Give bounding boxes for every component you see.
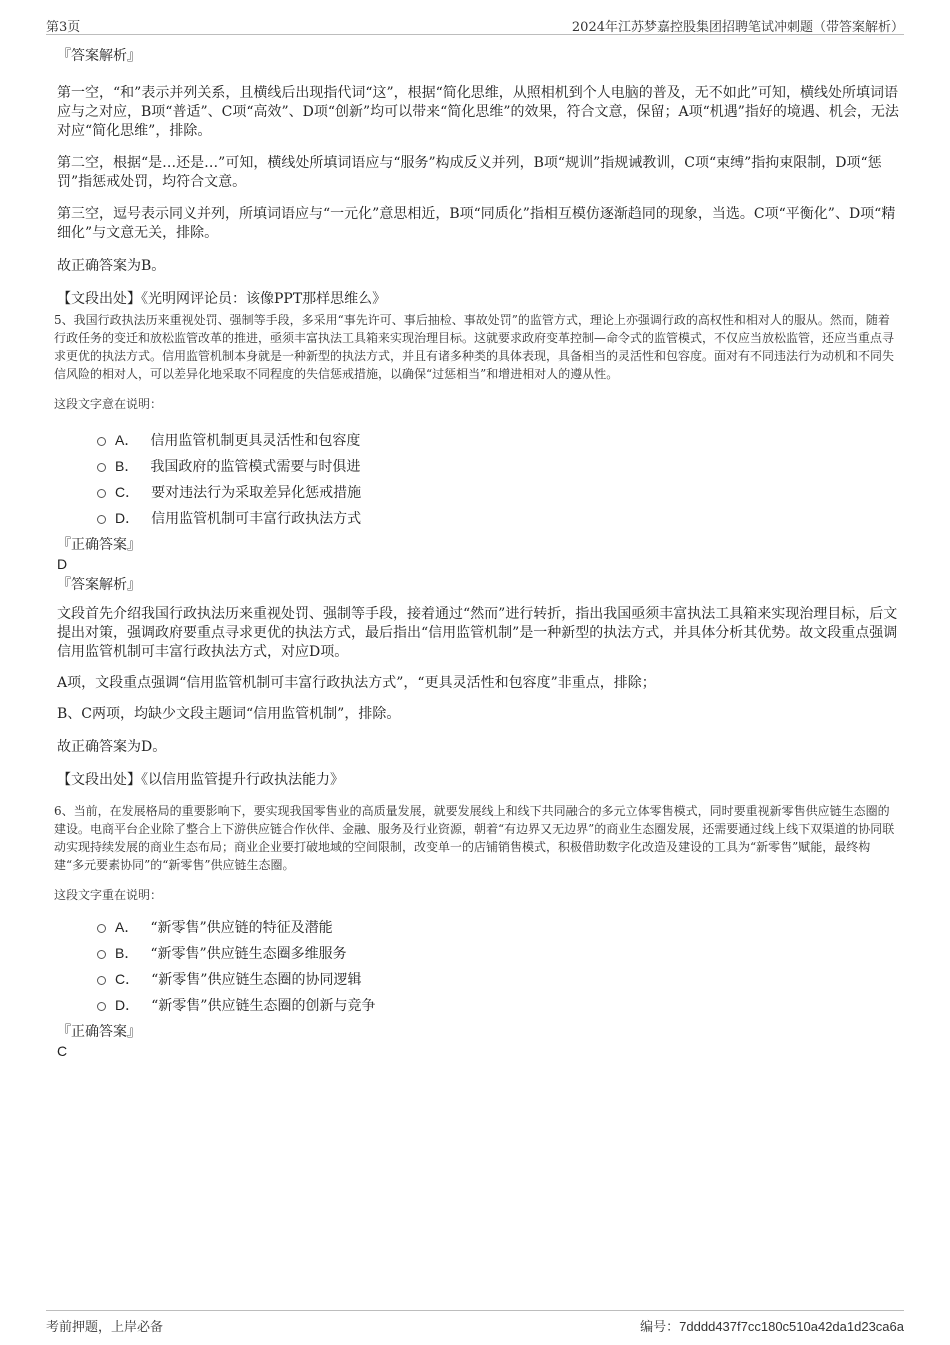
option-a[interactable]: A． “新零售”供应链的特征及潜能 — [57, 914, 900, 940]
answer-conclusion: 故正确答案为D。 — [57, 739, 167, 755]
radio-button[interactable] — [97, 437, 106, 446]
source-citation: 【文段出处】《光明网评论员：该像PPT那样思维么》 — [57, 291, 387, 307]
analysis-paragraph: 文段首先介绍我国行政执法历来重视处罚、强制等手段，接着通过“然而”进行转折，指出我国亟须丰富执法工具箱来实现治理目标，后文提出对策，强调政府要重点寻求更优的执法方式，最后指出“信用监管机制”是一种新型的执法方式，并具体分析其优势。故文段重点强调信用监管机制可丰富行政执法方式，对应D项。 — [57, 606, 898, 660]
option-a[interactable]: A． 信用监管机制更具灵活性和包容度 — [57, 427, 900, 453]
page-number: 第3页 — [46, 20, 81, 35]
analysis-paragraph: 第三空，逗号表示同义并列，所填词语应与“一元化”意思相近，B项“同质化”指相互模仿逐渐趋同的现象，当选。C项“平衡化”、D项“精细化”与文意无关，排除。 — [57, 206, 896, 241]
page-content — [54, 42, 900, 1060]
correct-answer: C — [57, 1043, 68, 1059]
page-footer — [46, 1310, 904, 1337]
radio-button[interactable] — [97, 976, 106, 985]
radio-button[interactable] — [97, 515, 106, 524]
analysis-label: 『答案解析』 — [57, 48, 141, 64]
option-c[interactable]: C． “新零售”供应链生态圈的协同逻辑 — [57, 966, 900, 992]
option-list — [57, 914, 900, 1018]
analysis-paragraph: A项，文段重点强调“信用监管机制可丰富行政执法方式”，“更具灵活性和包容度”非重点，排除； — [57, 675, 656, 691]
radio-button[interactable] — [97, 463, 106, 472]
question-stem: 6、当前，在发展格局的重要影响下，要实现我国零售业的高质量发展，就要发展线上和线下共同融合的多元立体零售模式，同时要重视新零售供应链生态圈的建设。电商平台企业除了整合上下游供应链合作伙伴、金融、服务及行业资源，朝着“有边界又无边界”的商业生态圈发展，还需要通过线上线下双渠道的协同联动实现持续发展的商业生态布局；商业企业要打破地域的空间限制，改变单一的店铺销售模式，积极借助数字化改造及建设的工具为“新零售”赋能，最终构建“多元要素协同”的“新零售”供应链生态圈。 — [54, 804, 895, 872]
option-d[interactable]: D． 信用监管机制可丰富行政执法方式 — [57, 505, 900, 531]
question-stem: 5、我国行政执法历来重视处罚、强制等手段，多采用“事先许可、事后抽检、事故处罚”的监管方式，理论上亦强调行政的高权性和相对人的服从。然而，随着行政任务的变迁和放松监管改革的推进，亟须丰富执法工具箱来实现治理目标。这就要求政府变革控制—命令式的监管模式，不仅应当放松监管，还应当重点寻求更优的执法方式。信用监管机制本身就是一种新型的执法方式，并且有诸多种类的具体表现，具备相当的灵活性和包容度。面对有不同违法行为动机和不同失信风险的相对人，可以差异化地采取不同程度的失信惩戒措施，以确保“过惩相当”和增进相对人的遵从性。 — [54, 313, 895, 381]
document-id: 编号：7dddd437f7cc180c510a42da1d23ca6a — [640, 1319, 904, 1334]
footer-slogan: 考前押题，上岸必备 — [46, 1320, 164, 1335]
radio-button[interactable] — [97, 950, 106, 959]
option-b[interactable]: B． “新零售”供应链生态圈多维服务 — [57, 940, 900, 966]
analysis-paragraph: 第一空，“和”表示并列关系，且横线后出现指代词“这”，根据“简化思维，从照相机到个人电脑的普及，无不如此”可知，横线处所填词语应与之对应，B项“普适”、C项“高效”、D项“创新”均可以带来“简化思维”的效果，符合文意，保留；A项“机遇”指好的境遇、机会，无法对应“简化思维”，排除。 — [57, 85, 899, 139]
option-c[interactable]: C． 要对违法行为采取差异化惩戒措施 — [57, 479, 900, 505]
analysis-paragraph: B、C两项，均缺少文段主题词“信用监管机制”，排除。 — [57, 706, 401, 722]
analysis-label: 『答案解析』 — [57, 577, 141, 593]
correct-answer: D — [57, 556, 68, 572]
document-title: 2024年江苏梦嘉控股集团招聘笔试冲刺题（带答案解析） — [571, 20, 904, 35]
option-list — [57, 427, 900, 531]
question-prompt: 这段文字重在说明： — [54, 888, 163, 902]
page-header — [46, 14, 904, 35]
correct-answer-label: 『正确答案』 — [57, 537, 141, 553]
analysis-paragraph: 第二空，根据“是…还是…”可知，横线处所填词语应与“服务”构成反义并列，B项“规训”指规诫教训，C项“束缚”指拘束限制，D项“惩罚”指惩戒处罚，均符合文意。 — [57, 155, 882, 190]
radio-button[interactable] — [97, 489, 106, 498]
radio-button[interactable] — [97, 924, 106, 933]
correct-answer-label: 『正确答案』 — [57, 1024, 141, 1040]
option-d[interactable]: D． “新零售”供应链生态圈的创新与竞争 — [57, 992, 900, 1018]
radio-button[interactable] — [97, 1002, 106, 1011]
source-citation: 【文段出处】《以信用监管提升行政执法能力》 — [57, 772, 344, 788]
option-b[interactable]: B． 我国政府的监管模式需要与时俱进 — [57, 453, 900, 479]
answer-conclusion: 故正确答案为B。 — [57, 258, 166, 274]
question-prompt: 这段文字意在说明： — [54, 397, 163, 411]
